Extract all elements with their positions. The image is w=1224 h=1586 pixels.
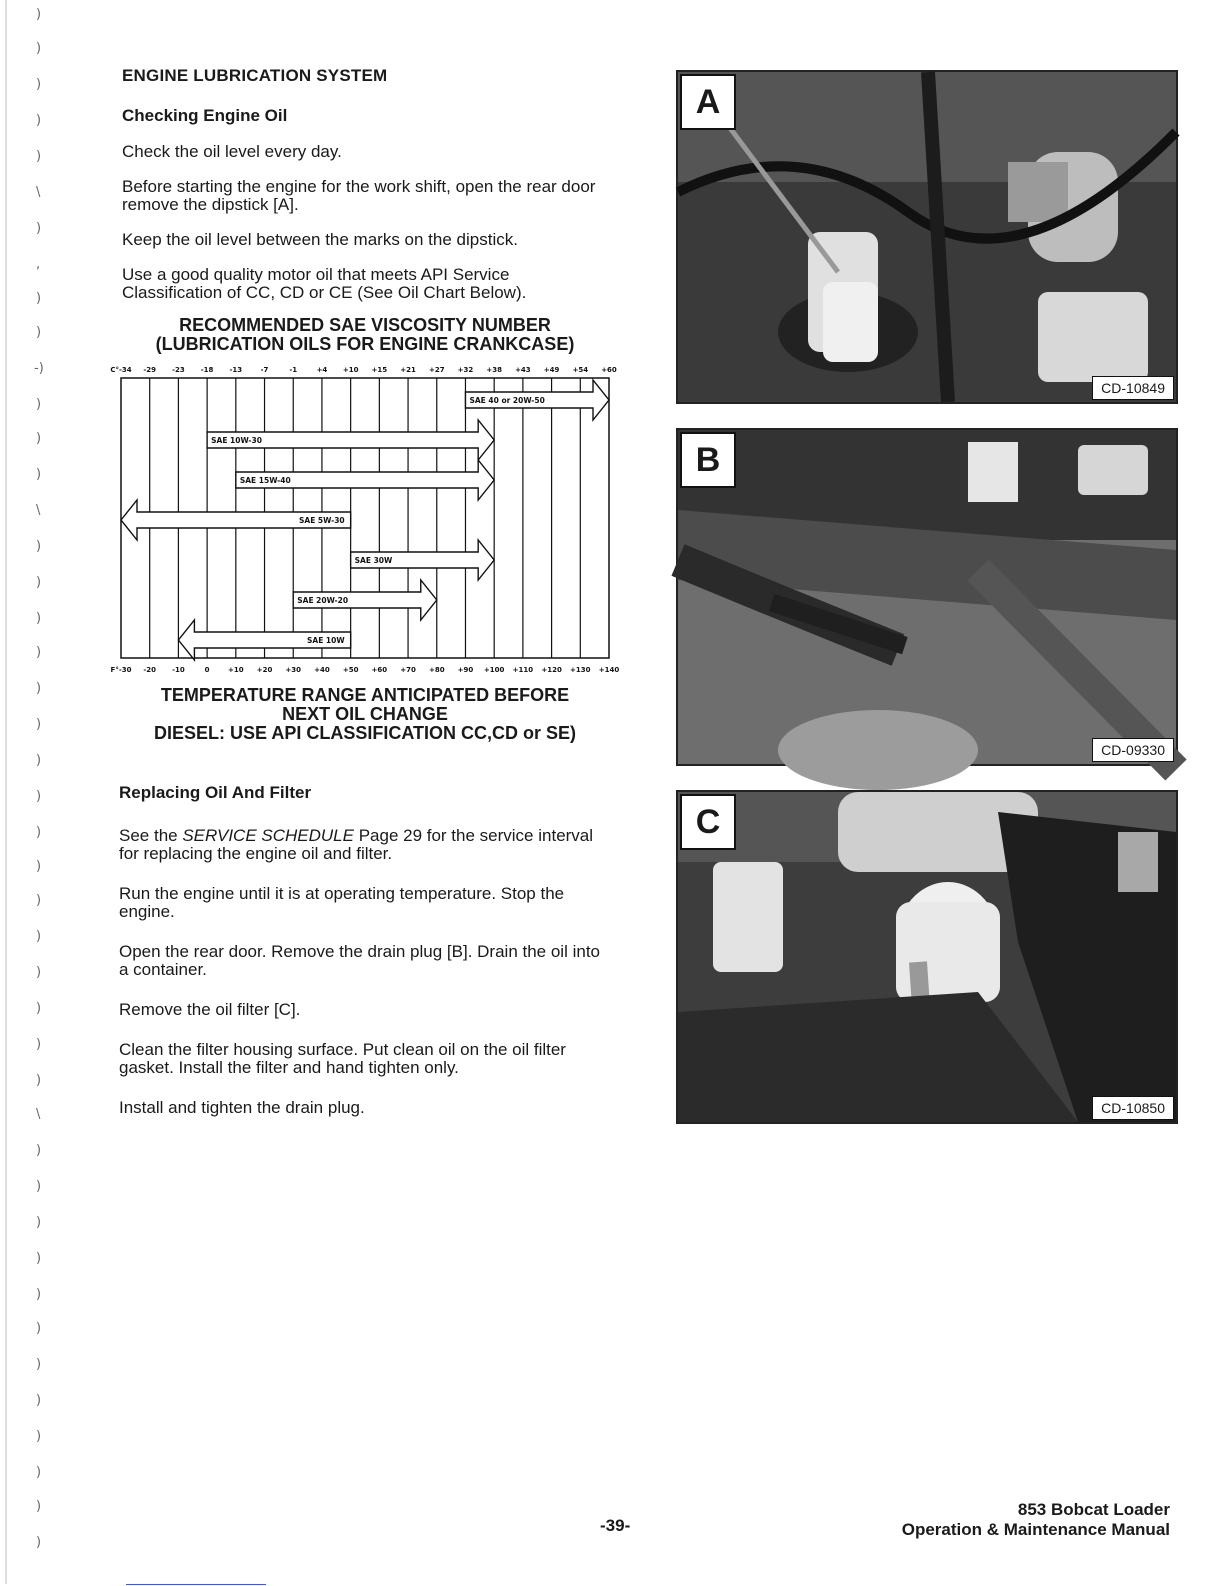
svg-text:): ) (36, 1287, 42, 1302)
svg-text:\: \ (36, 1107, 41, 1122)
svg-text:): ) (36, 681, 42, 696)
range-arrow-label: SAE 20W-20 (297, 596, 349, 605)
celsius-tick-label: +4 (316, 366, 328, 374)
celsius-tick-label: +49 (543, 366, 560, 374)
svg-text:): ) (36, 789, 42, 804)
range-arrow-label: SAE 5W-30 (298, 516, 345, 525)
fahrenheit-tick-label: +50 (342, 666, 359, 674)
fahrenheit-tick-label: 0 (204, 666, 210, 674)
oil-filter-photo-image (678, 792, 1176, 1122)
svg-text:): ) (36, 467, 42, 482)
svg-text:): ) (36, 1143, 42, 1158)
svg-text:): ) (36, 1179, 42, 1194)
svg-text:): ) (36, 325, 42, 340)
svg-text:): ) (36, 291, 42, 306)
svg-text:): ) (36, 1321, 42, 1336)
svg-text:): ) (36, 965, 42, 980)
binding-edge-marks (0, 0, 60, 1584)
paragraph-text: See the (119, 826, 183, 845)
fahrenheit-tick-label: +10 (228, 666, 244, 674)
fahrenheit-tick-label: +140 (598, 666, 620, 674)
checking-oil-heading: Checking Engine Oil (122, 106, 288, 125)
svg-text:): ) (36, 1535, 42, 1550)
chart-caption-line: NEXT OIL CHANGE (282, 704, 448, 724)
paragraph: Remove the oil filter [C]. (119, 1000, 301, 1019)
celsius-tick-label: +10 (342, 366, 359, 374)
fahrenheit-tick-label: +80 (428, 666, 445, 674)
chart-caption-line: TEMPERATURE RANGE ANTICIPATED BEFORE (160, 685, 570, 705)
celsius-tick-label: -29 (143, 366, 157, 374)
svg-text:): ) (36, 149, 42, 164)
fahrenheit-tick-label: +120 (541, 666, 562, 674)
range-arrow-label: SAE 40 or 20W-50 (469, 396, 545, 405)
paragraph (119, 827, 609, 863)
viscosity-chart (110, 358, 620, 678)
svg-text:\: \ (36, 185, 41, 200)
left-column (110, 62, 620, 1117)
svg-text:): ) (36, 1499, 42, 1514)
paragraph: Use a good quality motor oil that meets API Service Classification of CC, CD or CE (See Oil Chart Below). (122, 265, 527, 302)
paragraph: Before starting the engine for the work shift, open the rear door remove the dipstick [A]. (122, 177, 596, 214)
fahrenheit-tick-label: +70 (400, 666, 416, 674)
replacing-oil-heading: Replacing Oil And Filter (119, 783, 312, 802)
drain-plug-photo-image (678, 430, 1176, 764)
celsius-tick-label: -18 (200, 366, 214, 374)
celsius-tick-label: -7 (260, 366, 269, 374)
fahrenheit-tick-label: +30 (285, 666, 302, 674)
chart-title-line: (LUBRICATION OILS FOR ENGINE CRANKCASE) (155, 334, 575, 354)
svg-text:): ) (36, 113, 42, 128)
svg-text:): ) (36, 717, 42, 732)
footer-product: 853 Bobcat Loader (1017, 1500, 1170, 1519)
fahrenheit-tick-label: +60 (371, 666, 388, 674)
svg-text:): ) (36, 7, 42, 22)
svg-text:): ) (36, 397, 42, 412)
photo-a (676, 70, 1178, 404)
svg-text:): ) (36, 1429, 42, 1444)
svg-text:): ) (36, 859, 42, 874)
celsius-tick-label: +27 (428, 366, 445, 374)
range-arrow-label: SAE 10W-30 (211, 436, 262, 445)
fahrenheit-tick-label: +110 (512, 666, 534, 674)
svg-text:): ) (36, 1465, 42, 1480)
svg-text:): ) (36, 77, 42, 92)
fahrenheit-tick-label: F°-30 (110, 666, 132, 674)
svg-text:): ) (36, 221, 42, 236)
svg-text:): ) (36, 1357, 42, 1372)
celsius-tick-label: -13 (229, 366, 243, 374)
svg-text:): ) (36, 645, 42, 660)
celsius-tick-label: +54 (572, 366, 589, 374)
svg-text:): ) (36, 753, 42, 768)
photo-code: CD-09330 (1092, 738, 1174, 762)
chart-title (115, 316, 615, 354)
page-number: -39- (600, 1516, 631, 1535)
celsius-tick-label: +15 (371, 366, 388, 374)
fahrenheit-tick-label: +90 (457, 666, 474, 674)
fahrenheit-tick-label: +100 (483, 666, 505, 674)
chart-caption (115, 686, 615, 743)
footer-manual-title: Operation & Maintenance Manual (901, 1520, 1170, 1539)
celsius-tick-label: C°-34 (110, 366, 132, 374)
chart-title-line: RECOMMENDED SAE VISCOSITY NUMBER (179, 315, 551, 335)
paragraph: Run the engine until it is at operating temperature. Stop the engine. (119, 884, 565, 921)
fahrenheit-tick-label: +40 (314, 666, 330, 674)
service-schedule-reference: SERVICE SCHEDULE (182, 826, 354, 845)
svg-text:): ) (36, 1251, 42, 1266)
paragraph: Clean the filter housing surface. Put clean oil on the oil filter gasket. Install the filter and hand tighten only. (119, 1040, 566, 1077)
photo-c (676, 790, 1178, 1124)
photo-label: C (680, 794, 736, 850)
range-arrow-label: SAE 15W-40 (239, 476, 291, 485)
range-arrow-label: SAE 30W (354, 556, 393, 565)
range-arrow-label: SAE 10W (306, 636, 345, 645)
fahrenheit-tick-label: +20 (256, 666, 273, 674)
engine-photo-image (678, 72, 1176, 402)
svg-text:): ) (36, 1215, 42, 1230)
svg-text:): ) (36, 893, 42, 908)
celsius-tick-label: +60 (601, 366, 617, 374)
paragraph: Open the rear door. Remove the drain plug [B]. Drain the oil into a container. (119, 942, 600, 979)
fahrenheit-tick-label: -10 (172, 666, 185, 674)
photo-label: A (680, 74, 736, 130)
celsius-tick-label: +38 (486, 366, 502, 374)
footer (902, 1500, 1170, 1540)
celsius-tick-label: +32 (457, 366, 474, 374)
svg-text:): ) (36, 611, 42, 626)
viscosity-chart-svg (110, 358, 620, 678)
photo-code: CD-10850 (1092, 1096, 1174, 1120)
svg-text:): ) (36, 929, 42, 944)
celsius-tick-label: -1 (289, 366, 298, 374)
photo-label: B (680, 432, 736, 488)
paragraph: Check the oil level every day. (122, 142, 342, 161)
svg-text:,: , (36, 257, 41, 272)
fahrenheit-tick-label: -20 (143, 666, 157, 674)
svg-text:): ) (36, 825, 42, 840)
photo-b (676, 428, 1178, 766)
celsius-tick-label: +43 (515, 366, 531, 374)
paragraph: Keep the oil level between the marks on the dipstick. (122, 230, 518, 249)
section-title: ENGINE LUBRICATION SYSTEM (122, 66, 388, 85)
svg-text:): ) (36, 1037, 42, 1052)
celsius-tick-label: -23 (172, 366, 185, 374)
svg-text:): ) (36, 1393, 42, 1408)
svg-text:): ) (36, 41, 42, 56)
svg-text:\: \ (36, 503, 41, 518)
svg-text:): ) (36, 431, 42, 446)
paragraph-text: Page 29 for the service interval for replacing the engine oil and filter. (119, 826, 594, 863)
fahrenheit-tick-label: +130 (570, 666, 591, 674)
paragraph: Install and tighten the drain plug. (119, 1098, 365, 1117)
photo-code: CD-10849 (1092, 376, 1174, 400)
svg-text:): ) (36, 575, 42, 590)
chart-caption-line: DIESEL: USE API CLASSIFICATION CC,CD or SE) (153, 723, 577, 743)
svg-text:-): -) (34, 361, 44, 376)
svg-text:): ) (36, 1001, 42, 1016)
celsius-tick-label: +21 (400, 366, 416, 374)
svg-text:): ) (36, 539, 42, 554)
svg-text:): ) (36, 1073, 42, 1088)
